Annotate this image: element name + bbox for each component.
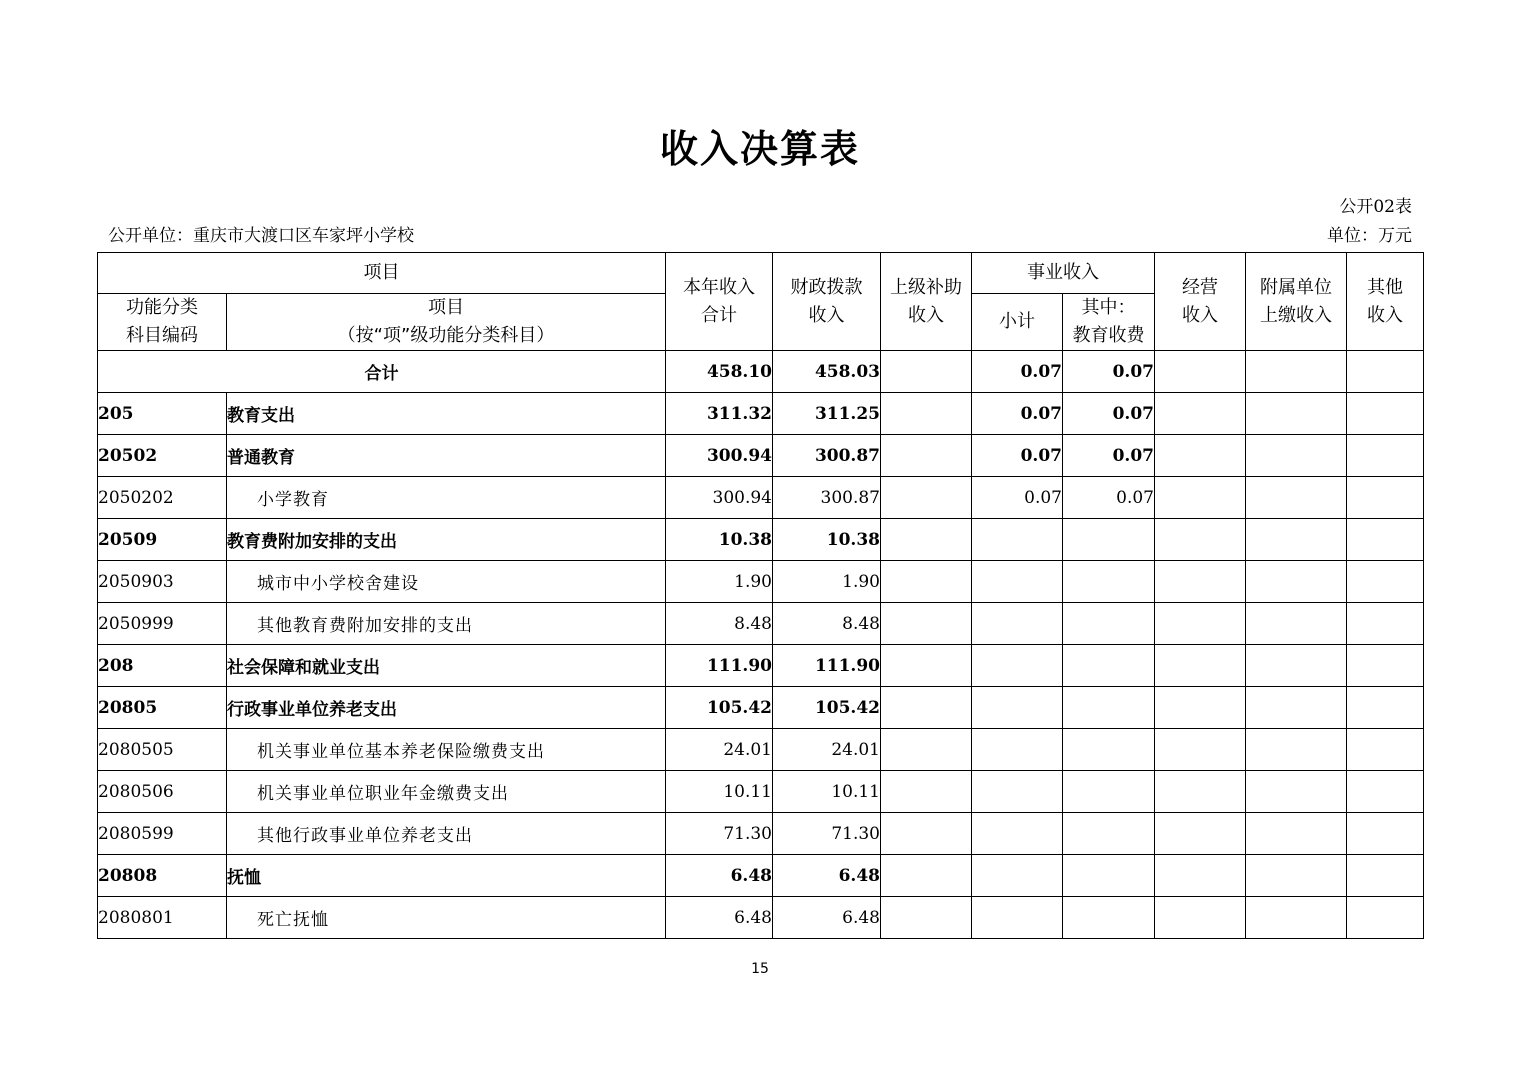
cell-operating	[1155, 393, 1246, 435]
cell-item-name: 教育费附加安排的支出	[227, 519, 666, 561]
cell-operating	[1155, 687, 1246, 729]
cell-fiscal: 8.48	[773, 603, 881, 645]
cell-operating	[1155, 771, 1246, 813]
cell-code: 208	[98, 645, 227, 687]
cell-code: 20805	[98, 687, 227, 729]
cell-edu-fee	[1063, 645, 1155, 687]
cell-code: 2050903	[98, 561, 227, 603]
cell-item-name: 机关事业单位职业年金缴费支出	[227, 771, 666, 813]
cell-fiscal: 6.48	[773, 897, 881, 939]
cell-other	[1347, 435, 1424, 477]
cell-superior	[881, 687, 972, 729]
cell-subtotal	[972, 519, 1063, 561]
cell-fiscal: 10.38	[773, 519, 881, 561]
currency-unit: 单位：万元	[1327, 226, 1412, 246]
cell-superior	[881, 645, 972, 687]
cell-edu-fee	[1063, 603, 1155, 645]
cell-edu-fee	[1063, 855, 1155, 897]
cell-total: 71.30	[666, 813, 773, 855]
cell-code: 2080506	[98, 771, 227, 813]
cell-other	[1347, 393, 1424, 435]
cell-item-name: 小学教育	[227, 477, 666, 519]
cell-affiliated	[1246, 519, 1347, 561]
cell-edu-fee	[1063, 561, 1155, 603]
cell-superior	[881, 897, 972, 939]
cell-code: 2080801	[98, 897, 227, 939]
cell-edu-fee	[1063, 729, 1155, 771]
table-row	[98, 771, 1424, 813]
cell-total: 10.11	[666, 771, 773, 813]
table-row	[98, 603, 1424, 645]
cell-fiscal: 311.25	[773, 393, 881, 435]
cell-superior	[881, 771, 972, 813]
header-education-fee: 其中： 教育收费	[1063, 294, 1155, 351]
table-row	[98, 561, 1424, 603]
cell-other	[1347, 897, 1424, 939]
cell-operating	[1155, 351, 1246, 393]
cell-total: 111.90	[666, 645, 773, 687]
cell-affiliated	[1246, 813, 1347, 855]
cell-operating	[1155, 855, 1246, 897]
cell-item-name: 普通教育	[227, 435, 666, 477]
cell-total: 1.90	[666, 561, 773, 603]
cell-code: 205	[98, 393, 227, 435]
header-other-income: 其他 收入	[1347, 253, 1424, 351]
header-affiliated-income: 附属单位 上缴收入	[1246, 253, 1347, 351]
cell-fiscal: 105.42	[773, 687, 881, 729]
cell-operating	[1155, 561, 1246, 603]
cell-fiscal: 6.48	[773, 855, 881, 897]
cell-edu-fee: 0.07	[1063, 351, 1155, 393]
cell-code: 20509	[98, 519, 227, 561]
cell-subtotal	[972, 771, 1063, 813]
cell-fiscal: 71.30	[773, 813, 881, 855]
cell-subtotal	[972, 645, 1063, 687]
cell-other	[1347, 729, 1424, 771]
cell-code: 20808	[98, 855, 227, 897]
cell-affiliated	[1246, 729, 1347, 771]
cell-fiscal: 1.90	[773, 561, 881, 603]
total-row	[98, 351, 1424, 393]
form-number: 公开02表	[1339, 197, 1412, 217]
cell-total: 6.48	[666, 855, 773, 897]
cell-operating	[1155, 519, 1246, 561]
cell-affiliated	[1246, 561, 1347, 603]
cell-item-name: 教育支出	[227, 393, 666, 435]
header-fiscal-appropriation: 财政拨款 收入	[773, 253, 881, 351]
cell-other	[1347, 771, 1424, 813]
cell-total: 105.42	[666, 687, 773, 729]
table-body	[98, 351, 1424, 939]
total-label: 合计	[98, 351, 666, 393]
cell-total: 10.38	[666, 519, 773, 561]
cell-other	[1347, 561, 1424, 603]
cell-subtotal: 0.07	[972, 351, 1063, 393]
cell-affiliated	[1246, 477, 1347, 519]
header-project: 项目	[98, 253, 666, 294]
cell-code: 2080505	[98, 729, 227, 771]
publishing-unit: 公开单位：重庆市大渡口区车家坪小学校	[108, 226, 414, 246]
cell-affiliated	[1246, 855, 1347, 897]
cell-item-name: 其他行政事业单位养老支出	[227, 813, 666, 855]
cell-total: 458.10	[666, 351, 773, 393]
cell-other	[1347, 477, 1424, 519]
cell-affiliated	[1246, 771, 1347, 813]
header-business-subtotal: 小计	[972, 294, 1063, 351]
cell-operating	[1155, 645, 1246, 687]
table-row	[98, 687, 1424, 729]
cell-code: 20502	[98, 435, 227, 477]
cell-edu-fee	[1063, 519, 1155, 561]
table-row	[98, 855, 1424, 897]
income-settlement-table	[97, 252, 1424, 939]
cell-subtotal	[972, 897, 1063, 939]
cell-edu-fee: 0.07	[1063, 435, 1155, 477]
cell-subtotal	[972, 855, 1063, 897]
cell-edu-fee: 0.07	[1063, 393, 1155, 435]
cell-superior	[881, 393, 972, 435]
header-function-code: 功能分类 科目编码	[98, 294, 227, 351]
cell-fiscal: 458.03	[773, 351, 881, 393]
cell-total: 24.01	[666, 729, 773, 771]
table-row	[98, 435, 1424, 477]
cell-affiliated	[1246, 603, 1347, 645]
cell-affiliated	[1246, 351, 1347, 393]
cell-subtotal	[972, 603, 1063, 645]
cell-fiscal: 111.90	[773, 645, 881, 687]
cell-item-name: 机关事业单位基本养老保险缴费支出	[227, 729, 666, 771]
cell-edu-fee	[1063, 813, 1155, 855]
cell-other	[1347, 645, 1424, 687]
header-business-income: 事业收入	[972, 253, 1155, 294]
cell-other	[1347, 687, 1424, 729]
cell-total: 311.32	[666, 393, 773, 435]
cell-subtotal	[972, 813, 1063, 855]
cell-subtotal: 0.07	[972, 477, 1063, 519]
header-annual-income-total: 本年收入 合计	[666, 253, 773, 351]
cell-item-name: 社会保障和就业支出	[227, 645, 666, 687]
cell-other	[1347, 603, 1424, 645]
cell-edu-fee	[1063, 897, 1155, 939]
cell-total: 300.94	[666, 477, 773, 519]
cell-operating	[1155, 435, 1246, 477]
header-item-name: 项目 （按“项”级功能分类科目）	[227, 294, 666, 351]
cell-code: 2050999	[98, 603, 227, 645]
cell-item-name: 死亡抚恤	[227, 897, 666, 939]
cell-superior	[881, 519, 972, 561]
cell-operating	[1155, 477, 1246, 519]
cell-superior	[881, 351, 972, 393]
table-row	[98, 393, 1424, 435]
table-row	[98, 645, 1424, 687]
cell-superior	[881, 477, 972, 519]
cell-subtotal: 0.07	[972, 435, 1063, 477]
cell-affiliated	[1246, 645, 1347, 687]
cell-other	[1347, 855, 1424, 897]
cell-subtotal	[972, 729, 1063, 771]
cell-subtotal: 0.07	[972, 393, 1063, 435]
table-row	[98, 897, 1424, 939]
cell-affiliated	[1246, 435, 1347, 477]
cell-superior	[881, 729, 972, 771]
cell-fiscal: 300.87	[773, 435, 881, 477]
page-number: 15	[751, 961, 769, 977]
cell-item-name: 抚恤	[227, 855, 666, 897]
cell-operating	[1155, 897, 1246, 939]
cell-item-name: 其他教育费附加安排的支出	[227, 603, 666, 645]
header-operating-income: 经营 收入	[1155, 253, 1246, 351]
cell-total: 8.48	[666, 603, 773, 645]
table-header	[98, 253, 1424, 351]
cell-code: 2080599	[98, 813, 227, 855]
cell-operating	[1155, 813, 1246, 855]
cell-affiliated	[1246, 393, 1347, 435]
cell-subtotal	[972, 687, 1063, 729]
cell-operating	[1155, 603, 1246, 645]
cell-other	[1347, 351, 1424, 393]
cell-superior	[881, 813, 972, 855]
table-row	[98, 519, 1424, 561]
page-title: 收入决算表	[659, 127, 860, 171]
cell-affiliated	[1246, 897, 1347, 939]
cell-superior	[881, 435, 972, 477]
cell-total: 6.48	[666, 897, 773, 939]
table-row	[98, 729, 1424, 771]
cell-superior	[881, 603, 972, 645]
cell-superior	[881, 855, 972, 897]
cell-edu-fee	[1063, 771, 1155, 813]
cell-superior	[881, 561, 972, 603]
cell-item-name: 行政事业单位养老支出	[227, 687, 666, 729]
cell-other	[1347, 519, 1424, 561]
cell-total: 300.94	[666, 435, 773, 477]
cell-edu-fee: 0.07	[1063, 477, 1155, 519]
cell-fiscal: 300.87	[773, 477, 881, 519]
cell-edu-fee	[1063, 687, 1155, 729]
table-row	[98, 813, 1424, 855]
table-row	[98, 477, 1424, 519]
cell-fiscal: 10.11	[773, 771, 881, 813]
cell-fiscal: 24.01	[773, 729, 881, 771]
cell-affiliated	[1246, 687, 1347, 729]
cell-operating	[1155, 729, 1246, 771]
cell-subtotal	[972, 561, 1063, 603]
cell-code: 2050202	[98, 477, 227, 519]
header-superior-subsidy: 上级补助 收入	[881, 253, 972, 351]
cell-item-name: 城市中小学校舍建设	[227, 561, 666, 603]
cell-other	[1347, 813, 1424, 855]
